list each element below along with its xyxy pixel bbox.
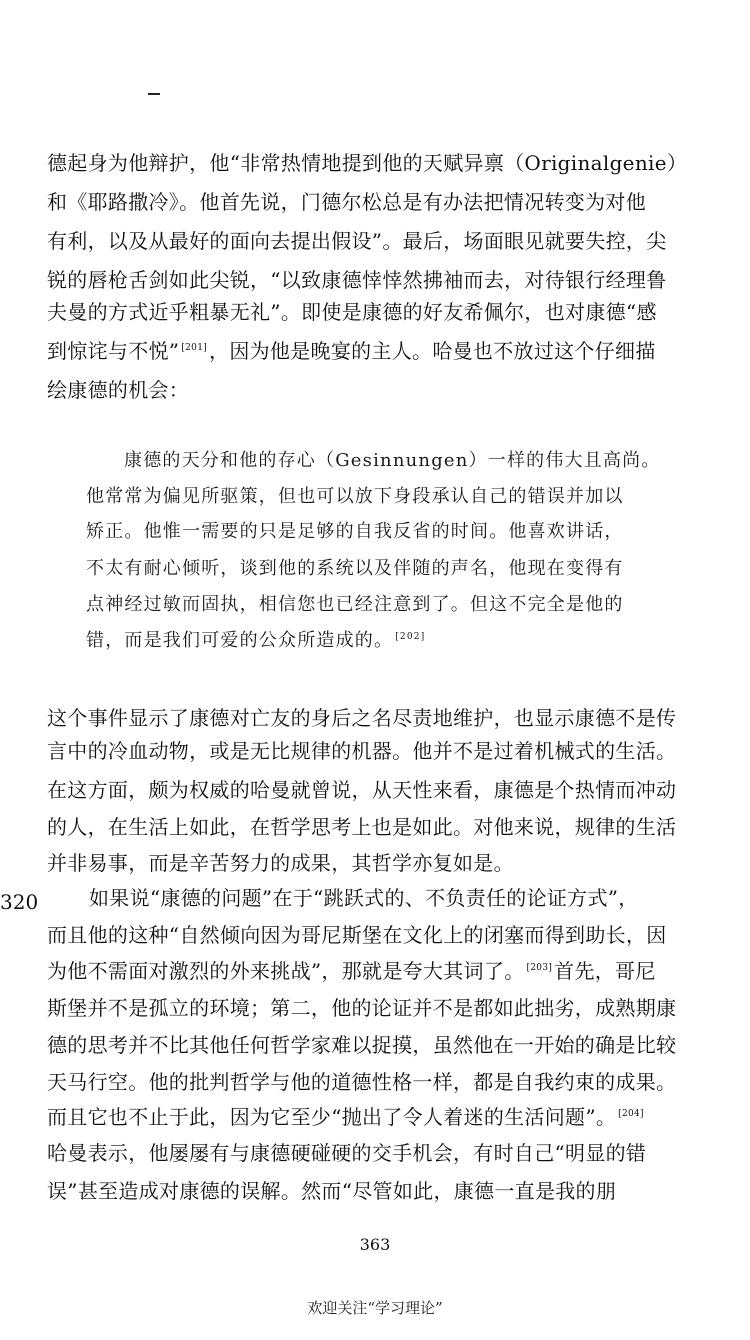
paragraph-3-line-4: 斯堡并不是孤立的环境；第二，他的论证并不是都如此拙劣，成熟期康 [47, 996, 677, 1020]
footnote-ref-203: [203] [526, 963, 553, 974]
quote-line-4: 不太有耐心倾听，谈到他的系统以及伴随的声名，他现在变得有 [86, 558, 624, 579]
paragraph-1-line-1: 德起身为他辩护，他“非常热情地提到他的天赋异禀（Originalgenie） [47, 151, 688, 175]
quote-line-2: 他常常为偏见所驱策，但也可以放下身段承认自己的错误并加以 [86, 486, 624, 507]
paragraph-1-line-6-text-a: 到惊诧与不悦” [47, 339, 180, 363]
paragraph-1-line-2: 和《耶路撒冷》。他首先说，门德尔松总是有办法把情况转变为对他 [47, 190, 646, 214]
paragraph-1-line-3: 有利，以及从最好的面向去提出假设”。最后，场面眼见就要失控，尖 [47, 229, 667, 253]
paragraph-2-line-2: 言中的冷血动物，或是无比规律的机器。他并不是过着机械式的生活。 [47, 739, 677, 763]
footnote-ref-202: [202] [395, 632, 426, 642]
paragraph-3-line-3-text-a: 为他不需面对激烈的外来挑战”，那就是夸大其词了。 [47, 959, 525, 983]
paragraph-1-line-6 [47, 339, 656, 363]
paragraph-1-line-4: 锐的唇枪舌剑如此尖锐，“以致康德悻悻然拂袖而去，对待银行经理鲁 [47, 268, 667, 292]
footnote-ref-201: [201] [181, 343, 208, 354]
paragraph-3-line-3-text-b: 首先，哥尼 [554, 959, 656, 983]
paragraph-3-line-6: 天马行空。他的批判哲学与他的道德性格一样，都是自我约束的成果。 [47, 1070, 677, 1094]
paragraph-2-line-5: 并非易事，而是辛苦努力的成果，其哲学亦复如是。 [47, 851, 514, 875]
paragraph-3-line-9: 误”甚至造成对康德的误解。然而“尽管如此，康德一直是我的朋 [47, 1179, 617, 1203]
quote-line-6 [86, 629, 427, 653]
quote-line-3: 矫正。他惟一需要的只是足够的自我反省的时间。他喜欢讲话， [86, 521, 624, 542]
paragraph-3-line-2: 而且他的这种“自然倾向因为哥尼斯堡在文化上的闭塞而得到助长，因 [47, 923, 667, 947]
quote-line-1: 康德的天分和他的存心（Gesinnungen）一样的伟大且高尚。 [124, 450, 661, 471]
footnote-ref-204: [204] [618, 1109, 644, 1120]
paragraph-3-line-5: 德的思考并不比其他任何哲学家难以捉摸，虽然他在一开始的确是比较 [47, 1033, 677, 1057]
paragraph-1-line-6-text-b: ，因为他是晚宴的主人。哈曼也不放过这个仔细描 [209, 339, 656, 363]
footer-text: 欢迎关注“学习理论” [307, 1299, 443, 1317]
margin-page-number: 320 [0, 890, 39, 914]
paragraph-1-line-7: 绘康德的机会： [47, 378, 190, 402]
paragraph-2-line-3: 在这方面，颇为权威的哈曼就曾说，从天性来看，康德是个热情而冲动 [47, 778, 677, 802]
paragraph-3-line-8: 哈曼表示，他屡屡有与康德硬碰硬的交手机会，有时自己“明显的错 [47, 1141, 647, 1165]
paragraph-3-line-3 [47, 959, 656, 983]
quote-line-5: 点神经过敏而固执，相信您也已经注意到了。但这不完全是他的 [86, 594, 624, 615]
paragraph-2-line-4: 的人，在生活上如此，在哲学思考上也是如此。对他来说，规律的生活 [47, 815, 677, 839]
page-number: 363 [359, 1235, 391, 1254]
quote-line-6-text: 错，而是我们可爱的公众所造成的。 [86, 630, 394, 651]
paragraph-3-line-1: 如果说“康德的问题”在于“跳跃式的、不负责任的论证方式”， [89, 886, 639, 910]
scan-mark [148, 93, 160, 95]
paragraph-3-line-7 [47, 1105, 646, 1129]
paragraph-2-line-1: 这个事件显示了康德对亡友的身后之名尽责地维护，也显示康德不是传 [47, 706, 677, 730]
paragraph-1-line-5: 夫曼的方式近乎粗暴无礼”。即使是康德的好友希佩尔，也对康德“感 [47, 300, 657, 324]
paragraph-3-line-7-text: 而且它也不止于此，因为它至少“抛出了令人着迷的生活问题”。 [47, 1105, 617, 1129]
